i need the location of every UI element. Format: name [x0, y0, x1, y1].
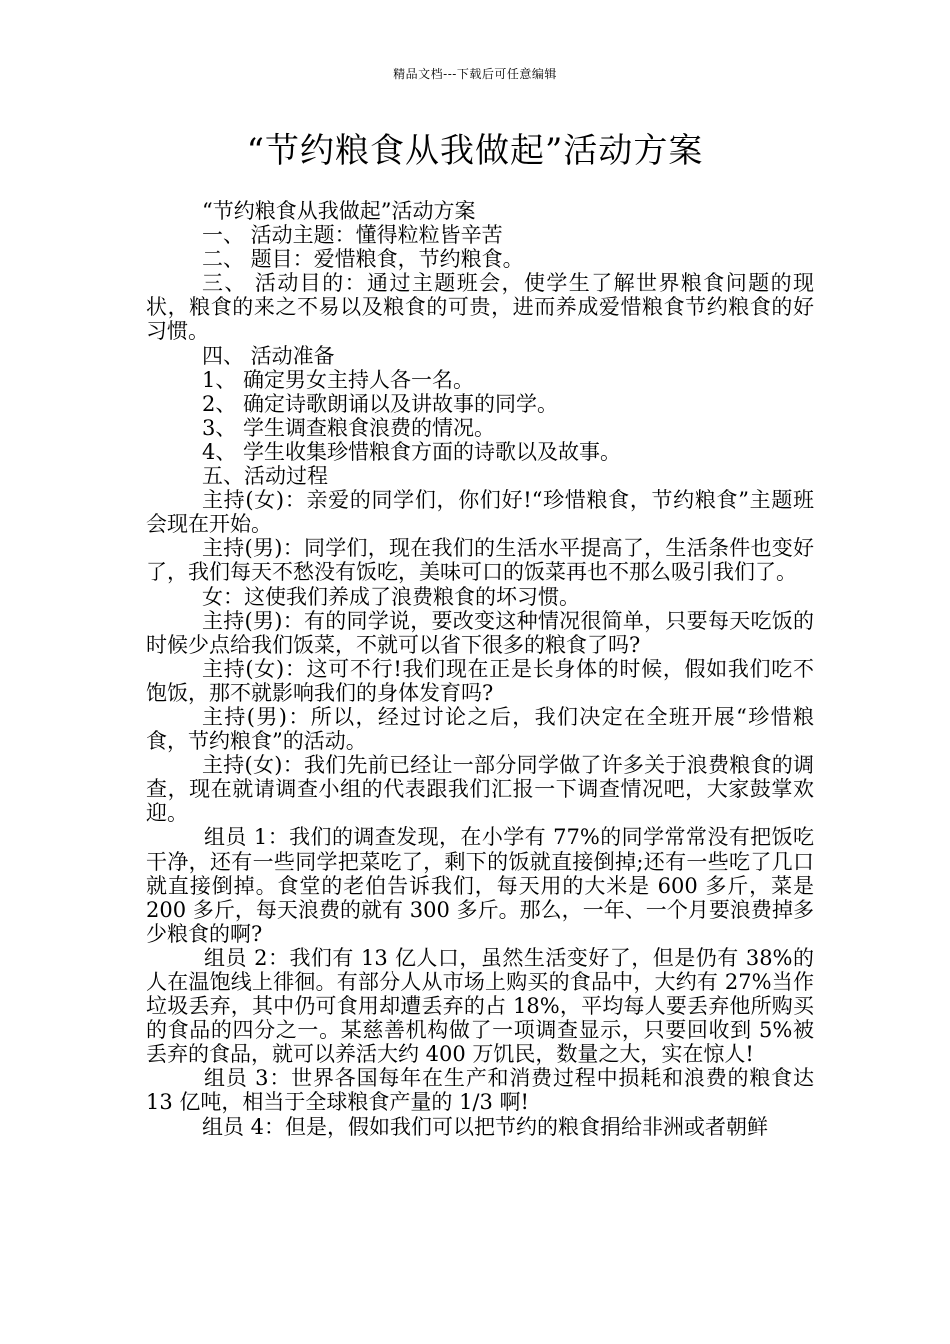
paragraph-host-male-3: 主持(男)：所以，经过讨论之后，我们决定在全班开展“珍惜粮食，节约粮食”的活动。 [146, 704, 814, 754]
paragraph-host-female-1: 主持(女)：亲爱的同学们，你们好!“珍惜粮食，节约粮食”主题班会现在开始。 [146, 488, 814, 537]
paragraph-member-3: 组员 3：世界各国每年在生产和消费过程中损耗和浪费的粮食达 13 亿吨，相当于全球粮食产量的 1/3 啊! [146, 1066, 814, 1115]
paragraph-process-heading: 五、活动过程 [202, 464, 328, 489]
paragraph-prep-item-2: 2、 确定诗歌朗诵以及讲故事的同学。 [202, 391, 559, 416]
document-body [146, 199, 814, 1139]
paragraph-prep-item-1: 1、 确定男女主持人各一名。 [202, 367, 475, 392]
paragraph-host-male-1: 主持(男)：同学们，现在我们的生活水平提高了，生活条件也变好了，我们每天不愁没有饭吃，美味可口的饭菜再也不那么吸引我们了。 [146, 536, 814, 585]
header-note: 精品文档---下载后可任意编辑 [393, 67, 557, 81]
paragraph-member-1: 组员 1：我们的调查发现，在小学有 77%的同学常常没有把饭吃干净，还有一些同学把菜吃了，剩下的饭就直接倒掉;还有一些吃了几口就直接倒掉。食堂的老伯告诉我们，每天用的大米是 600 多斤，菜是 200 多斤，每天浪费的就有 300 多斤。那么，一年、一个月要浪费掉多少粮食的啊? [146, 825, 814, 946]
paragraph-theme: 一、 活动主题：懂得粒粒皆辛苦 [202, 223, 503, 248]
paragraph-host-female-2: 主持(女)：这可不行!我们现在正是长身体的时候，假如我们吃不饱饭，那不就影响我们的身体发育吗? [146, 656, 814, 705]
paragraph-host-female-3: 主持(女)：我们先前已经让一部分同学做了许多关于浪费粮食的调查，现在就请调查小组的代表跟我们汇报一下调查情况吧，大家鼓掌欢迎。 [146, 753, 814, 826]
paragraph-prep-item-3: 3、 学生调查粮食浪费的情况。 [202, 415, 496, 440]
paragraph-host-male-2: 主持(男)：有的同学说，要改变这种情况很简单，只要每天吃饭的时候少点给我们饭菜，不就可以省下很多的粮食了吗? [146, 608, 814, 657]
paragraph-member-4: 组员 4：但是，假如我们可以把节约的粮食捐给非洲或者朝鲜 [202, 1114, 769, 1139]
document-title: “节约粮食从我做起”活动方案 [246, 131, 704, 171]
paragraph-topic: 二、 题目：爱惜粮食，节约粮食。 [202, 247, 524, 272]
paragraph-purpose: 三、 活动目的：通过主题班会，使学生了解世界粮食问题的现状，粮食的来之不易以及粮食的可贵，进而养成爱惜粮食节约粮食的好习惯。 [146, 271, 814, 344]
paragraph-subtitle: “节约粮食从我做起”活动方案 [202, 199, 476, 223]
paragraph-female-line: 女：这使我们养成了浪费粮食的坏习惯。 [202, 584, 580, 609]
paragraph-member-2: 组员 2：我们有 13 亿人口，虽然生活变好了，但是仍有 38%的人在温饱线上徘徊。有部分人从市场上购买的食品中，大约有 27%当作垃圾丢弃，其中仍可食用却遭丢弃的占 18%，平均每人要丢弃他所购买的食品的四分之一。某慈善机构做了一项调查显示，只要回收到 5%被丢弃的食品，就可以养活大约 400 万饥民，数量之大，实在惊人! [146, 945, 814, 1067]
paragraph-prep-item-4: 4、 学生收集珍惜粮食方面的诗歌以及故事。 [202, 439, 622, 464]
paragraph-preparation-heading: 四、 活动准备 [202, 343, 335, 368]
